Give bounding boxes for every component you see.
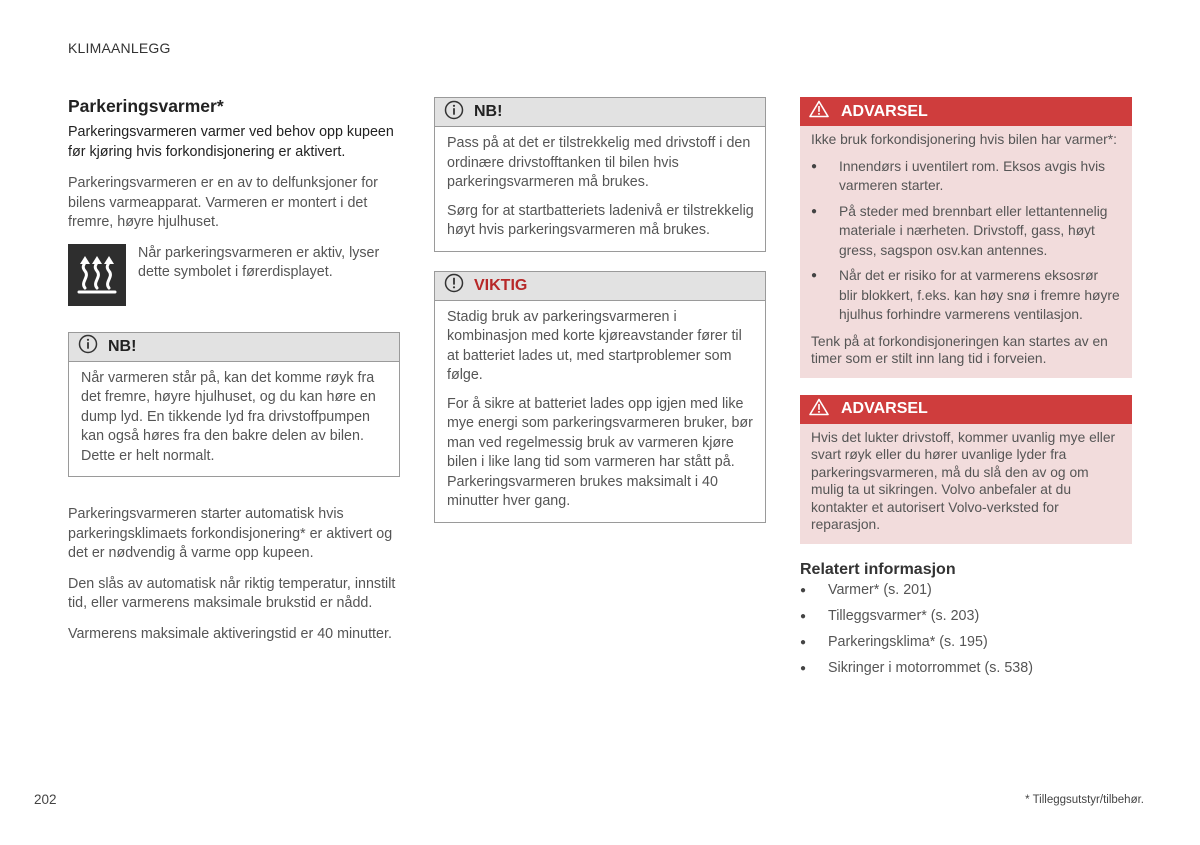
- related-link[interactable]: ● Parkeringsklima* (s. 195): [800, 633, 1132, 653]
- nb-label: NB!: [108, 337, 137, 355]
- viktig-label: VIKTIG: [474, 276, 528, 294]
- footnote: * Tilleggsutstyr/tilbehør.: [1025, 794, 1144, 806]
- symbol-description: Når parkeringsvarmeren er aktiv, lyser dette symbolet i førerdisplayet.: [138, 244, 380, 280]
- warning-header: [800, 395, 1132, 424]
- nb-text: Pass på at det er tilstrekkelig med drivstoff i den ordinære drivstofftanken til bilen hvis parkeringsvarmeren må brukes.: [447, 135, 751, 190]
- paragraph: Parkeringsvarmeren starter automatisk hvis parkeringsklimaets forkondisjonering* er aktivert og det er nødvendig å varme opp kupeen.: [68, 506, 393, 561]
- nb-note-header: [435, 98, 765, 127]
- viktig-note-header: [435, 272, 765, 301]
- related-info-list: [800, 581, 1132, 679]
- warning-list: [811, 157, 1120, 325]
- warning-header: [800, 97, 1132, 126]
- warning-label: ADVARSEL: [841, 102, 928, 120]
- warning-intro: Ikke bruk forkondisjonering hvis bilen har varmer*:: [811, 132, 1117, 147]
- page-number: 202: [34, 792, 57, 807]
- nb-text: Sørg for at startbatteriets ladenivå er tilstrekkelig høyt hvis parkeringsvarmeren må brukes.: [447, 202, 754, 238]
- warning-body: [800, 424, 1132, 544]
- nb-note-box: [434, 97, 766, 252]
- related-link[interactable]: ● Tilleggsvarmer* (s. 203): [800, 607, 1132, 627]
- column-right: [800, 97, 1132, 685]
- related-link[interactable]: ● Sikringer i motorrommet (s. 538): [800, 659, 1132, 679]
- lead-text: Parkeringsvarmeren varmer ved behov opp kupeen før kjøring hvis forkondisjonering er aktivert.: [68, 124, 394, 160]
- viktig-text: Stadig bruk av parkeringsvarmeren i kombinasjon med korte kjøreavstander fører til at batteriet lades ut, med startproblemer som følge.: [447, 308, 742, 383]
- nb-note-header: [69, 333, 399, 362]
- info-icon: [78, 334, 98, 359]
- nb-note-box: [68, 332, 400, 478]
- warning-triangle-icon: [809, 398, 829, 421]
- section-title: Parkeringsvarmer*: [68, 96, 224, 116]
- warning-outro: Tenk på at forkondisjoneringen kan startes av en timer som er stilt inn lang tid i forveien.: [811, 333, 1108, 366]
- nb-note-body: [435, 127, 765, 251]
- symbol-row: [68, 244, 400, 306]
- seat-heater-symbol-icon: [68, 244, 126, 306]
- warning-list-item: ● På steder med brennbart eller lettantennelig materiale i nærheten. Drivstoff, gass, høyt gress, sagspon osv.kan antennes.: [811, 202, 1120, 261]
- column-left: [68, 96, 400, 655]
- viktig-text: For å sikre at batteriet lades opp igjen med like mye energi som parkeringsvarmeren bruker, bør man ved regelmessig bruk av varmeren kjøre bilen i like lang tid som varmeren har stått på. Parkeringsvarmeren brukes maksimalt i 40 minutter hver gang.: [447, 395, 753, 509]
- warning-box: [800, 395, 1132, 544]
- warning-list-item: ● Innendørs i uventilert rom. Eksos avgis hvis varmeren starter.: [811, 157, 1120, 196]
- warning-box: [800, 97, 1132, 378]
- warning-body: [800, 126, 1132, 378]
- warning-list-item: ● Når det er risiko for at varmerens eksosrør blir blokkert, f.eks. kan høy snø i fremre høyre hjulhus forhindre varmerens ventilasjon.: [811, 266, 1120, 325]
- column-middle: [434, 97, 766, 551]
- paragraph: Den slås av automatisk når riktig temperatur, innstilt tid, eller varmerens maksimale brukstid er nådd.: [68, 575, 396, 611]
- related-link[interactable]: ● Varmer* (s. 201): [800, 581, 1132, 601]
- warning-label: ADVARSEL: [841, 400, 928, 417]
- exclamation-circle-icon: [444, 273, 464, 298]
- warning-text: Hvis det lukter drivstoff, kommer uvanlig mye eller svart røyk eller du hører uvanlige lyder fra parkeringsvarmeren, må du slå den av og om mulig ta ut sikringen. Volvo anbefaler at du kontakter et autorisert Volvo-verksted for reparasjon.: [811, 429, 1116, 532]
- warning-triangle-icon: [809, 100, 829, 123]
- info-icon: [444, 100, 464, 125]
- nb-note-body: [69, 362, 399, 477]
- paragraph: Parkeringsvarmeren er en av to delfunksjoner for bilens varmeapparat. Varmeren er montert i det fremre, høyre hjulhuset.: [68, 175, 378, 230]
- viktig-note-body: [435, 301, 765, 522]
- viktig-note-box: [434, 271, 766, 523]
- nb-label: NB!: [474, 103, 503, 120]
- nb-text: Når varmeren står på, kan det komme røyk fra det fremre, høyre hjulhuset, og du kan høre en dump lyd. En tikkende lyd fra drivstoffpumpen kan også høres fra den bakre delen av bilen. Dette er helt normalt.: [81, 369, 376, 464]
- paragraph: Varmerens maksimale aktiveringstid er 40 minutter.: [68, 625, 392, 642]
- related-info-title: Relatert informasjon: [800, 560, 956, 578]
- chapter-header: KLIMAANLEGG: [68, 40, 171, 56]
